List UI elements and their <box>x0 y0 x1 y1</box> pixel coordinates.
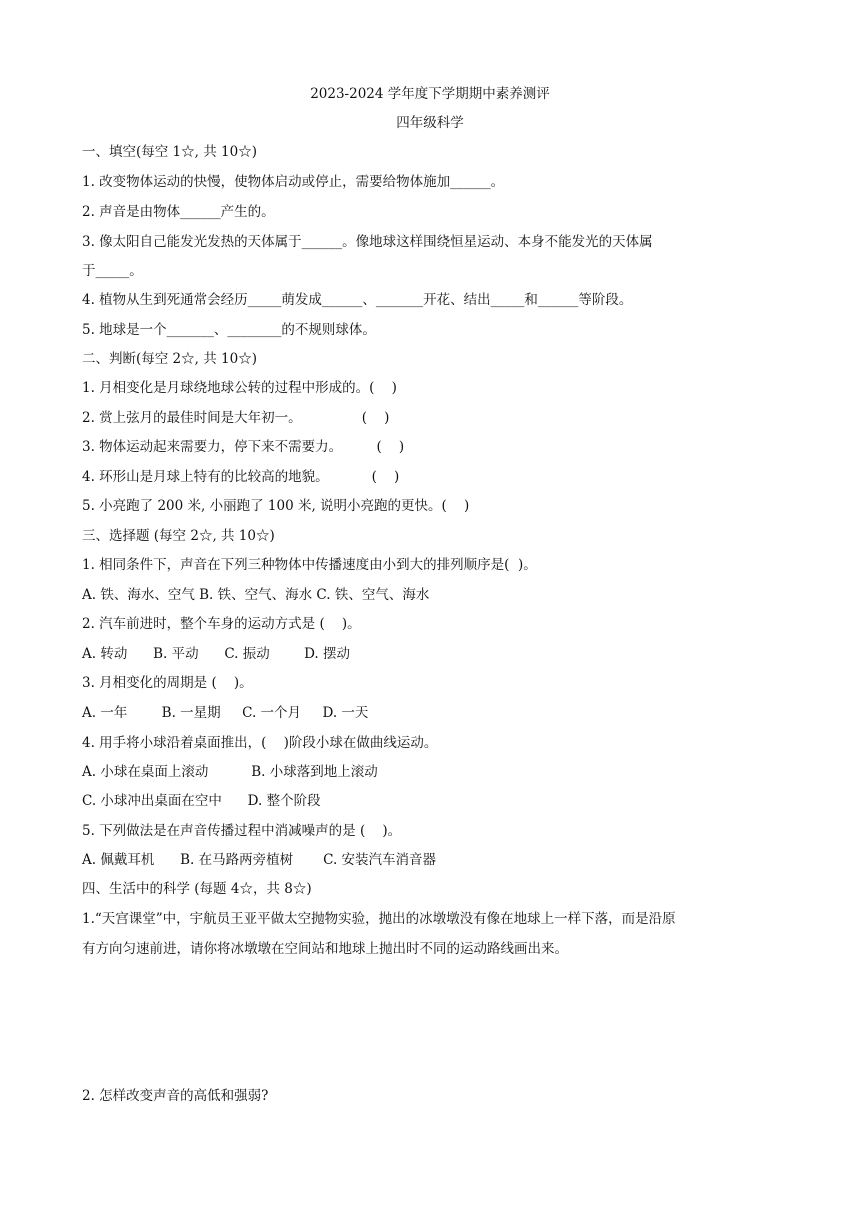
question-text: 5. 下列做法是在声音传播过程中消减噪声的是 ( )。 <box>82 823 402 839</box>
question-text: 1. 月相变化是月球绕地球公转的过程中形成的。( ) <box>82 380 397 396</box>
section-heading-life: 四、生活中的科学 (每题 4☆，共 8☆) <box>82 881 312 897</box>
question-text: 4. 植物从生到死通常会经历_____萌发成______、_______开花、结出_____和______等阶段。 <box>82 292 633 308</box>
section-heading-judge: 二、判断(每空 2☆, 共 10☆) <box>82 351 257 367</box>
question-options: A. 转动 B. 平动 C. 振动 D. 摆动 <box>82 646 351 662</box>
question-text: 2. 怎样改变声音的高低和强弱? <box>82 1088 269 1104</box>
question-text: 5. 地球是一个_______、________的不规则球体。 <box>82 322 376 338</box>
question-text-continued: 有方向匀速前进，请你将冰墩墩在空间站和地球上抛出时不同的运动路线画出来。 <box>82 941 568 957</box>
question-options: C. 小球冲出桌面在空中 D. 整个阶段 <box>82 793 321 809</box>
question-text: 2. 汽车前进时，整个车身的运动方式是 ( )。 <box>82 616 361 632</box>
question-text: 3. 月相变化的周期是 ( )。 <box>82 675 253 691</box>
question-options: A. 一年 B. 一星期 C. 一个月 D. 一天 <box>82 705 369 721</box>
question-text: 1. 改变物体运动的快慢，使物体启动或停止，需要给物体施加______。 <box>82 174 505 190</box>
question-options: A. 铁、海水、空气 B. 铁、空气、海水 C. 铁、空气、海水 <box>82 587 430 603</box>
question-text: 5. 小亮跑了 200 米, 小丽跑了 100 米, 说明小亮跑的更快。( ) <box>82 498 470 514</box>
question-text: 1. 相同条件下，声音在下列三种物体中传播速度由小到大的排列顺序是( )。 <box>82 557 537 573</box>
question-text: 3. 像太阳自己能发光发热的天体属于______。像地球这样围绕恒星运动、本身不能发光的天体属 <box>82 234 653 250</box>
question-options: A. 小球在桌面上滚动 B. 小球落到地上滚动 <box>82 764 378 780</box>
exam-title: 2023-2024 学年度下学期期中素养测评 <box>310 86 550 102</box>
question-text: 1.“天宫课堂”中，宇航员王亚平做太空抛物实验，抛出的冰墩墩没有像在地球上一样下落，而是沿原 <box>82 911 676 927</box>
question-text: 3. 物体运动起来需要力，停下来不需要力。 ( ) <box>82 439 405 455</box>
question-options: A. 佩戴耳机 B. 在马路两旁植树 C. 安装汽车消音器 <box>82 852 437 868</box>
question-text: 4. 环形山是月球上特有的比较高的地貌。 ( ) <box>82 469 400 485</box>
question-text: 4. 用手将小球沿着桌面推出，( )阶段小球在做曲线运动。 <box>82 735 438 751</box>
question-text-continued: 于_____。 <box>82 263 143 279</box>
question-text: 2. 赏上弦月的最佳时间是大年初一。 ( ) <box>82 410 390 426</box>
section-heading-choice: 三、选择题 (每空 2☆, 共 10☆) <box>82 528 275 544</box>
question-text: 2. 声音是由物体______产生的。 <box>82 204 275 220</box>
exam-subtitle: 四年级科学 <box>396 115 464 131</box>
section-heading-fill-blank: 一、填空(每空 1☆, 共 10☆) <box>82 144 257 160</box>
